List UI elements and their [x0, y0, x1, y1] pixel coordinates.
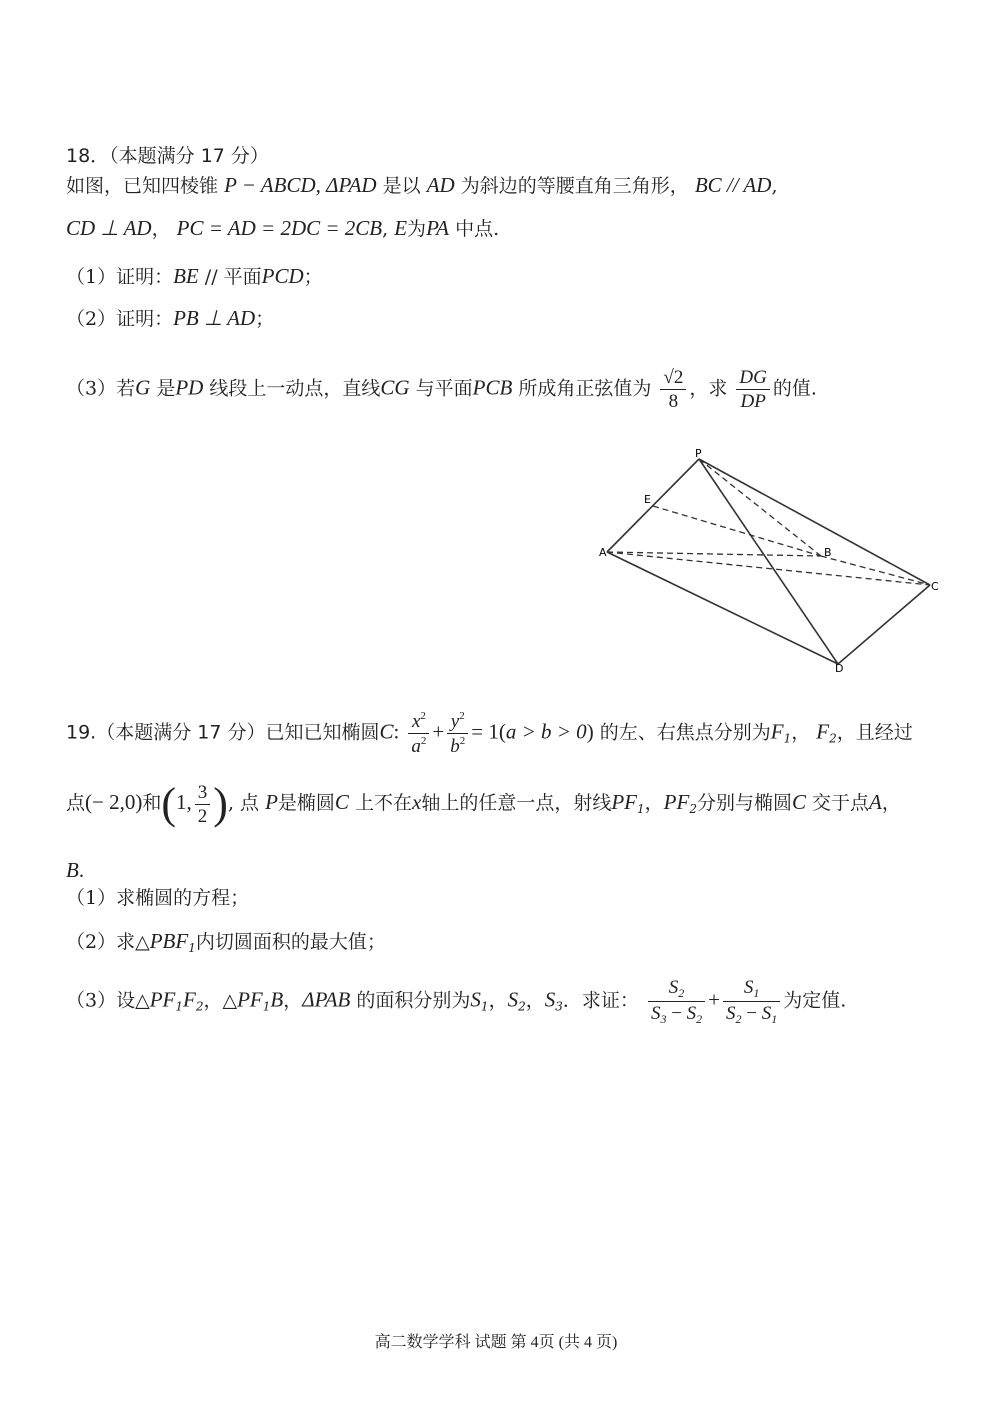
q19-stem-line1: 19.（本题满分 17 分）已知已知椭圆C: $\frac{x^2}{a^2}$ + $\frac{y^2}{b^2}$ = 1(a > b > 0) 的左、右焦点分别为$F_1$， $F_2$，且经过: [66, 710, 913, 757]
edge-PA: [607, 459, 699, 552]
dg-dp-fraction: $\frac{DG}{DP}$: [736, 368, 769, 411]
label-B: B: [824, 546, 832, 559]
q18-stem-line1: 如图，已知四棱锥 P − ABCD, ΔPAD 是以 AD 为斜边的等腰直角三角形， BC // AD,: [66, 173, 778, 197]
edge-DC: [838, 585, 930, 664]
label-D: D: [835, 662, 844, 675]
edge-PB: [699, 459, 821, 556]
edge-EB: [653, 506, 821, 556]
q18-part3: （3）若G 是PD 线段上一动点，直线CG 与平面PCB 所成角正弦值为 $\frac{√2}{8}$ ，求 $\frac{DG}{DP}$ 的值.: [66, 367, 817, 412]
label-C: C: [931, 580, 939, 593]
pyramid-figure: [595, 445, 945, 675]
q19-part3: （3）设$\triangle PF_1F_2$，$\triangle PF_1B$，ΔPAB 的面积分别为$S_1$，$S_2$，$S_3$．求证： $\frac{S_2}{S_3 - S_2}$ + $\frac{S_1}{S_2 - S_1}$ 为定值.: [66, 977, 847, 1026]
label-E: E: [644, 493, 651, 506]
edge-BC: [821, 556, 930, 585]
edge-PD: [699, 459, 838, 664]
q19-stem-line3: B.: [66, 858, 85, 882]
label-A: A: [599, 546, 607, 559]
edge-AC: [607, 552, 930, 585]
s2-over-s3-minus-s2: $\frac{S_2}{S_3 - S_2}$: [648, 978, 705, 1025]
q18-part2: （2）证明：PB ⊥ AD；: [66, 306, 275, 330]
q19-part2: （2）求$\triangle PBF_1$内切圆面积的最大值；: [66, 929, 386, 955]
x2-a2-fraction: $\frac{x^2}{a^2}$: [408, 711, 429, 756]
label-P: P: [695, 447, 702, 460]
q18-part1: （1）证明：BE // 平面PCD；: [66, 264, 323, 288]
edge-AD: [607, 552, 838, 664]
q19-stem-line2: 点(− 2,0)和(1, $\frac{3}{2}$ ), 点 P是椭圆C 上不在x轴上的任意一点，射线$PF_1$，$PF_2$分别与椭圆C 交于点A，: [66, 779, 901, 828]
page-footer: 高二数学学科 试题 第 4页 (共 4 页): [374, 1334, 618, 1351]
q18-stem-line2: CD ⊥ AD， PC = AD = 2DC = 2CB, E为PA 中点.: [66, 216, 500, 240]
edge-PC: [699, 459, 930, 585]
three-halves-fraction: $\frac{3}{2}$: [195, 783, 211, 826]
sine-value-fraction: $\frac{√2}{8}$: [660, 368, 686, 411]
q18-header: 18．（本题满分 17 分）: [66, 145, 269, 167]
y2-b2-fraction: $\frac{y^2}{b^2}$: [447, 711, 468, 756]
q19-part1: （1）求椭圆的方程；: [66, 887, 250, 909]
s1-over-s2-minus-s1: $\frac{S_1}{S_2 - S_1}$: [723, 978, 780, 1025]
